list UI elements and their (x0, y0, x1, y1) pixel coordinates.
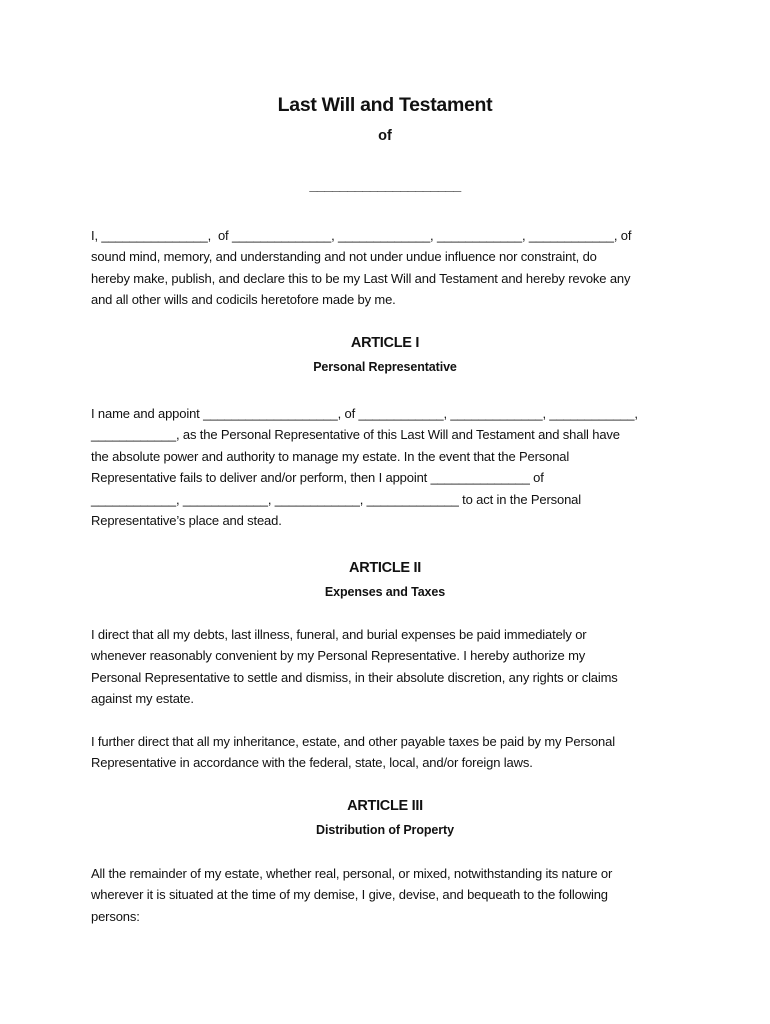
article-2-line: I direct that all my debts, last illness, funeral, and burial expenses be paid immediately or (91, 627, 587, 642)
article-3-line: wherever it is situated at the time of my demise, I give, devise, and bequeath to the following (91, 887, 608, 903)
article-2-line: Personal Representative to settle and dismiss, in their absolute discretion, any rights or claims (91, 669, 618, 685)
article-1-line: ____________, as the Personal Representative of this Last Will and Testament and shall have (91, 427, 620, 443)
article-1-line: I name and appoint ___________________, of ____________, _____________, ____________, (91, 406, 638, 421)
document-title: Last Will and Testament (277, 94, 493, 116)
intro-line: sound mind, memory, and understanding and not under undue influence nor constraint, do (91, 249, 597, 265)
article-3-paragraph (91, 863, 691, 927)
article-2-line: Representative in accordance with the federal, state, local, and/or foreign laws. (91, 755, 533, 771)
article-3-heading: ARTICLE III (347, 798, 423, 814)
article-1-line: ____________, ____________, ____________, _____________ to act in the Personal (91, 491, 581, 507)
article-2-heading: ARTICLE II (349, 560, 421, 576)
intro-line: hereby make, publish, and declare this to be my Last Will and Testament and hereby revoke any (91, 270, 631, 286)
article-2-paragraph-1 (91, 624, 691, 710)
article-3-subheading: Distribution of Property (316, 823, 454, 837)
article-2-line: I further direct that all my inheritance, estate, and other payable taxes be paid by my Personal (91, 734, 615, 749)
article-2-subheading: Expenses and Taxes (324, 585, 446, 599)
article-2-line: whenever reasonably convenient by my Personal Representative. I hereby authorize my (91, 648, 586, 664)
article-1-subheading: Personal Representative (313, 360, 457, 374)
article-1-heading: ARTICLE I (350, 335, 420, 351)
article-2-paragraph-2 (91, 731, 691, 774)
article-1-line: Representative’s place and stead. (91, 513, 282, 529)
testator-name-blank[interactable]: ____________________ (309, 178, 461, 194)
article-3-line: persons: (91, 908, 140, 924)
intro-line: I, _______________, of ______________, _____________, ____________, ____________, of (91, 228, 632, 243)
article-1-line: Representative fails to deliver and/or perform, then I appoint ______________ of (91, 470, 544, 486)
article-3-line: All the remainder of my estate, whether real, personal, or mixed, notwithstanding its nature or (91, 866, 613, 881)
article-2-line: against my estate. (91, 691, 194, 707)
intro-line: and all other wills and codicils heretofore made by me. (91, 292, 396, 308)
article-1-paragraph (91, 403, 691, 531)
intro-paragraph (91, 225, 691, 311)
article-1-line: the absolute power and authority to manage my estate. In the event that the Personal (91, 448, 570, 464)
of-label: of (378, 128, 392, 144)
